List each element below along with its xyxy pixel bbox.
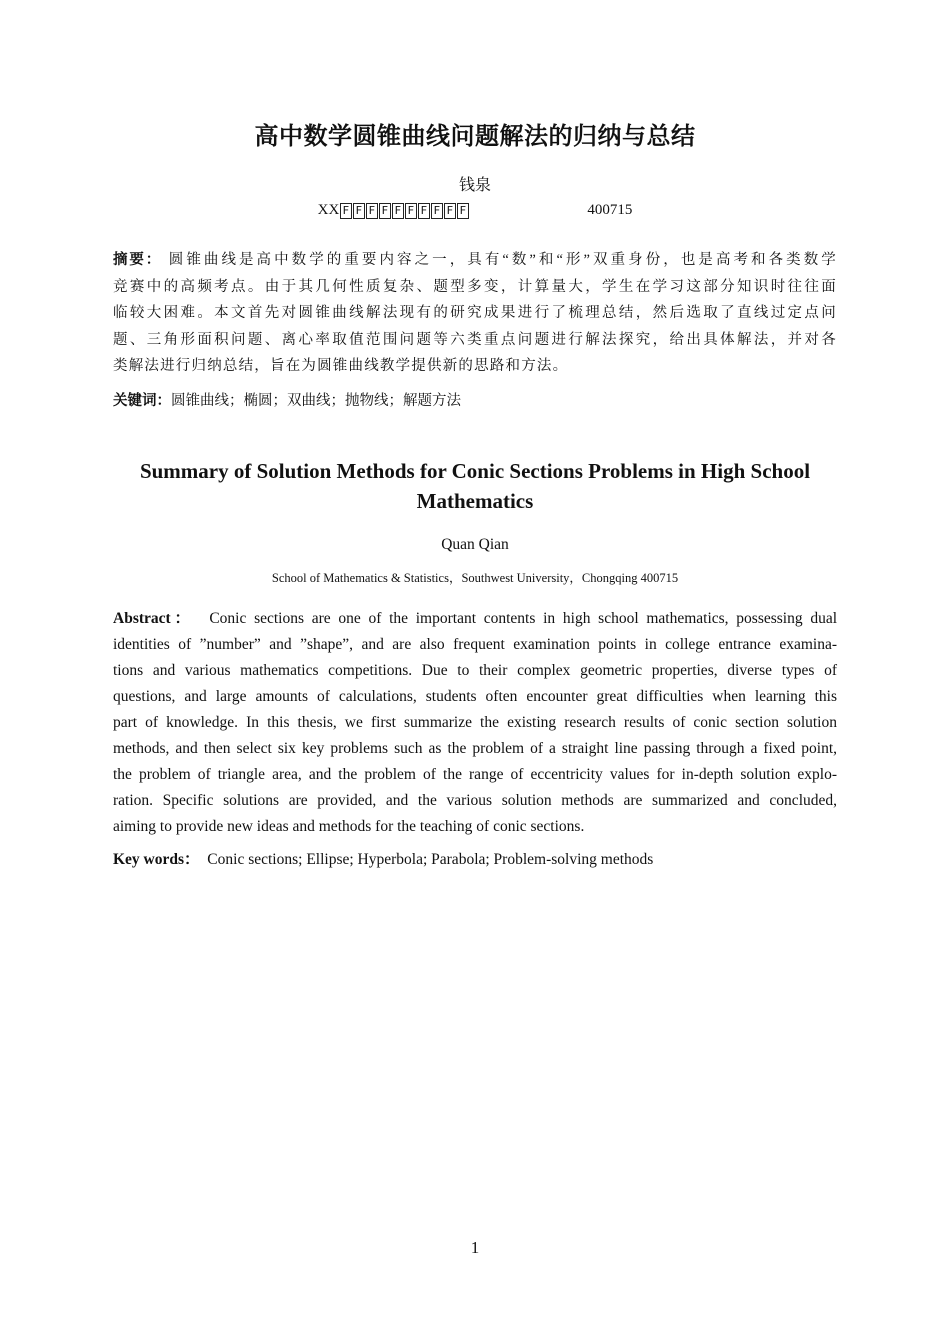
abstract-line: tions and various mathematics competitions. Due to their complex geometric properties, diverse types of [113,662,837,679]
missing-glyph-box: F [457,203,469,219]
abstract-line: questions, and large amounts of calculations, students often encounter great difficulties when learning this [113,688,837,705]
abstract-line: identities of ”number” and ”shape”, and are also frequent examination points in college entrance examina- [113,636,837,653]
missing-glyph-box: F [340,203,352,219]
abstract-line: part of knowledge. In this thesis, we first summarize the existing research results of conic section solution [113,714,837,731]
abstract-line: 竞赛中的高频考点。由于其几何性质复杂、题型多变，计算量大，学生在学习这部分知识时往往面 [113,278,837,295]
keywords-text: Conic sections; Ellipse; Hyperbola; Parabola; Problem-solving methods [207,851,654,868]
keywords-label: Key words： [113,851,200,868]
abstract-line: 题、三角形面积问题、离心率取值范围问题等六类重点问题进行解法探究，给出具体解法，并对各 [113,331,837,348]
chinese-affiliation [0,202,950,219]
title-line: Summary of Solution Methods for Conic Sections Problems in High School [139,459,811,483]
abstract-line: 类解法进行归纳总结，旨在为圆锥曲线教学提供新的思路和方法。 [113,358,569,374]
missing-glyph-box: F [379,203,391,219]
chinese-title: 高中数学圆锥曲线问题解法的归纳与总结 [254,124,696,150]
abstract-label: Abstract： [113,610,194,627]
abstract-line: Conic sections are one of the important contents in high school mathematics, possessing dual [209,610,838,627]
missing-glyph-box: F [431,203,443,219]
abstract-line: the problem of triangle area, and the problem of the range of eccentricity values for in-depth solution explo- [113,766,837,783]
title-line: Mathematics [416,489,534,513]
chinese-abstract [113,247,837,380]
english-affiliation: School of Mathematics & Statistics，Southwest University，Chongqing 400715 [271,571,679,585]
abstract-label: 摘要： [113,252,163,268]
english-author: Quan Qian [441,536,509,553]
chinese-author: 钱泉 [458,177,491,194]
postcode: 400715 [587,202,633,218]
english-keywords [113,847,837,869]
abstract-line: ration. Specific solutions are provided, and the various solution methods are summarized and concluded, [113,792,837,809]
english-title [0,456,950,516]
missing-glyph-box: F [418,203,430,219]
keywords-text: 圆锥曲线；椭圆；双曲线；抛物线；解题方法 [171,393,461,409]
page-number: 1 [470,1238,480,1257]
missing-glyph-box: F [392,203,404,219]
missing-glyph-box: F [405,203,417,219]
abstract-line: 圆锥曲线是高中数学的重要内容之一，具有“数”和“形”双重身份，也是高考和各类数学 [168,252,837,268]
missing-glyph-box: F [444,203,456,219]
missing-glyph-box: F [366,203,378,219]
chinese-keywords [113,389,837,410]
missing-glyph-box: F [353,203,365,219]
affiliation-prefix: XX [317,202,340,218]
english-abstract [113,606,837,840]
abstract-line: methods, and then select six key problems such as the problem of a straight line passing through a fixed point, [113,740,837,757]
keywords-label: 关键词： [113,393,171,409]
missing-glyph-boxes [339,202,469,218]
abstract-line: 临较大困难。本文首先对圆锥曲线解法现有的研究成果进行了梳理总结，然后选取了直线过定点问 [113,305,837,321]
abstract-line: aiming to provide new ideas and methods for the teaching of conic sections. [113,818,585,835]
